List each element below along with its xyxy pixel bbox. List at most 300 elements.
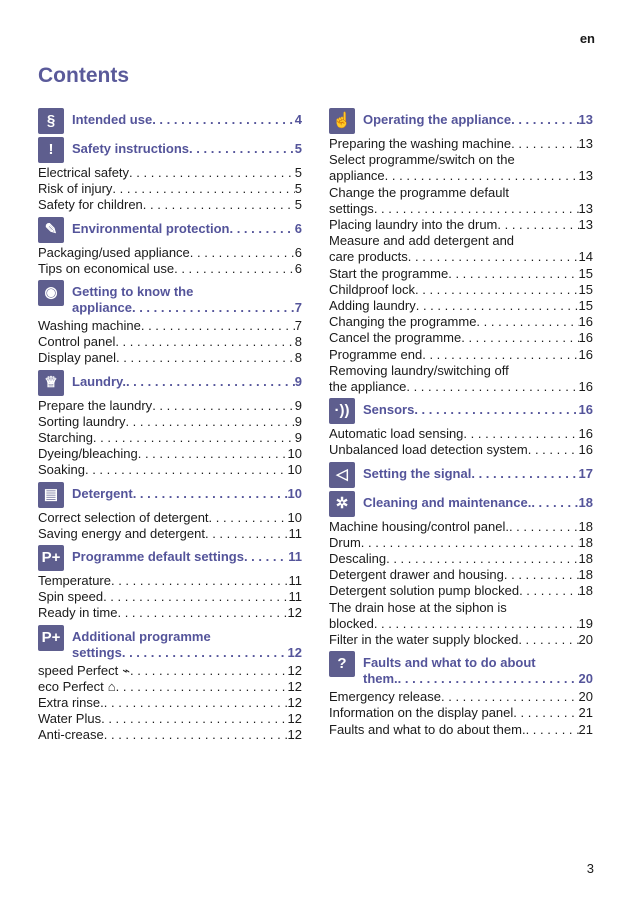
entry-row: [329, 314, 593, 330]
section-title-block: [72, 486, 302, 502]
dot-leader: [104, 695, 288, 711]
entry-row: [38, 245, 302, 261]
dot-leader: [471, 466, 578, 482]
dot-leader: [174, 261, 295, 277]
toc-entry[interactable]: [38, 695, 302, 711]
entry-row: [38, 727, 302, 743]
toc-entry[interactable]: [329, 363, 593, 395]
entry-page: 18: [578, 567, 593, 583]
toc-section: [38, 221, 302, 277]
entry-page: 19: [578, 615, 593, 631]
entry-row: [38, 573, 302, 589]
entry-page: 15: [578, 298, 593, 314]
section-title: Safety instructions: [72, 141, 190, 156]
entry-text: Spin speed: [38, 589, 104, 605]
entry-row: [38, 679, 302, 695]
dot-leader: [531, 495, 578, 511]
dot-leader: [519, 583, 578, 599]
safety-symbol-icon: §: [38, 108, 64, 134]
section-title-line: Additional programme: [72, 628, 211, 644]
entry-row: [329, 519, 593, 535]
section-title-block: [72, 221, 302, 237]
entry-text: Saving energy and detergent: [38, 525, 205, 541]
entry-text: settings: [329, 200, 374, 216]
entry-page: 9: [294, 430, 302, 446]
toc-section: [38, 374, 302, 479]
section-heading[interactable]: [38, 221, 302, 243]
section-title-row: [72, 486, 302, 502]
entry-page: 12: [287, 662, 302, 678]
entry-row: [329, 136, 593, 152]
entry-row: [329, 689, 593, 705]
page-title: Contents: [38, 64, 129, 87]
toc-entry[interactable]: [329, 632, 593, 648]
section-heading[interactable]: [329, 655, 593, 687]
toc-entry[interactable]: [329, 551, 593, 567]
toc-entry[interactable]: [38, 679, 302, 695]
toc-entry[interactable]: [38, 181, 302, 197]
dot-leader: [103, 589, 288, 605]
toc-column-left: [38, 112, 302, 751]
entry-text: Anti-crease: [38, 727, 104, 743]
toc-entry[interactable]: [38, 318, 302, 334]
entry-page: 9: [294, 413, 302, 429]
entry-text: Unbalanced load detection system: [329, 442, 528, 458]
dot-leader: [374, 201, 579, 217]
entry-page: 16: [578, 314, 593, 330]
dot-leader: [112, 181, 294, 197]
toc-section: [38, 284, 302, 367]
entry-row: [329, 168, 593, 184]
section-page: 16: [578, 402, 593, 418]
section-title-row: [72, 112, 302, 128]
entry-text: Machine housing/control panel.: [329, 518, 509, 534]
entry-text: Descaling: [329, 551, 387, 567]
toc-entry[interactable]: [38, 261, 302, 277]
toc-entry[interactable]: [38, 711, 302, 727]
language-label: en: [579, 31, 595, 46]
toc-entry[interactable]: [38, 430, 302, 446]
entry-page: 12: [287, 678, 302, 694]
toc-entry[interactable]: [329, 705, 593, 721]
entry-row: [329, 330, 593, 346]
section-title-row: [363, 466, 593, 482]
section-title-block: [72, 374, 302, 390]
entry-page: 13: [578, 136, 593, 151]
entry-text: blocked: [329, 615, 374, 631]
entry-row: [38, 197, 302, 213]
warning-triangle-icon: !: [38, 137, 64, 163]
toc-entry[interactable]: [329, 136, 593, 152]
dot-leader: [111, 573, 289, 589]
entry-row: [38, 446, 302, 462]
entry-page: 12: [287, 711, 302, 727]
entry-text-line: The drain hose at the siphon is: [329, 599, 507, 615]
entry-page: 12: [287, 695, 302, 711]
section-page: 10: [287, 485, 302, 501]
entry-row: [38, 430, 302, 446]
toc-section: [38, 549, 302, 622]
dot-leader: [125, 414, 294, 430]
entry-page: 18: [578, 518, 593, 534]
entry-row: [38, 350, 302, 366]
toc-section: [329, 655, 593, 738]
section-page: 7: [294, 300, 302, 316]
entry-text: Starching: [38, 430, 93, 446]
section-title-block: [363, 466, 593, 482]
toc-entry[interactable]: [329, 583, 593, 599]
dot-leader: [229, 221, 294, 237]
entry-page: 20: [578, 632, 593, 648]
entry-page: 13: [578, 200, 593, 216]
section-title-row: [363, 402, 593, 418]
entry-text: Sorting laundry: [38, 413, 126, 429]
toc-entry[interactable]: [329, 535, 593, 551]
section-heading[interactable]: [38, 486, 302, 508]
entry-row: [329, 379, 593, 395]
section-title: appliance: [72, 300, 132, 316]
toc-entry[interactable]: [38, 462, 302, 478]
dot-leader: [385, 168, 579, 184]
entry-page: 21: [578, 721, 593, 737]
toc-entry[interactable]: [38, 245, 302, 261]
entry-row: [329, 217, 593, 233]
toc-entry[interactable]: [38, 414, 302, 430]
entry-page: 21: [578, 705, 593, 721]
entry-text: Start the programme: [329, 265, 449, 281]
entry-page: 9: [294, 397, 302, 413]
entry-row: [38, 462, 302, 478]
section-title-row: [72, 645, 302, 661]
entry-text: Electrical safety: [38, 165, 130, 180]
dot-leader: [374, 616, 579, 632]
entry-text: Automatic load sensing: [329, 426, 464, 442]
section-heading[interactable]: [38, 549, 302, 571]
entry-page: 11: [288, 589, 302, 605]
section-title-row: [363, 671, 593, 687]
entry-text: Temperature: [38, 573, 111, 589]
entry-row: [38, 181, 302, 197]
dot-leader: [511, 136, 578, 152]
section-page: 9: [294, 373, 302, 389]
section-heading[interactable]: [38, 284, 302, 316]
toc-entry[interactable]: [329, 314, 593, 330]
section-title-block: [363, 655, 593, 687]
entry-page: 16: [578, 426, 593, 442]
section-title: Operating the appliance: [363, 112, 512, 127]
entry-page: 13: [578, 168, 593, 184]
toc-section: [329, 402, 593, 458]
toc-entry[interactable]: [38, 334, 302, 350]
entry-page: 8: [294, 334, 302, 350]
page-number: 3: [586, 861, 594, 876]
entry-text: Ready in time: [38, 605, 118, 621]
toc-entry[interactable]: [329, 233, 593, 265]
toc-entry[interactable]: [329, 600, 593, 632]
section-title-row: [72, 221, 302, 237]
entry-row: [38, 526, 302, 542]
hand-operate-icon: ☝: [329, 108, 355, 134]
question-icon: ?: [329, 651, 355, 677]
dot-leader: [189, 141, 295, 157]
entry-text: care products: [329, 249, 408, 265]
section-title-row: [72, 300, 302, 316]
dot-leader: [497, 217, 578, 233]
entry-page: 16: [578, 346, 593, 362]
entry-text: Correct selection of detergent: [38, 509, 209, 525]
section-title-block: [72, 629, 302, 661]
entry-page: 10: [287, 462, 302, 478]
entry-text: Cancel the programme: [329, 330, 462, 346]
entry-text-line: Select programme/switch on the: [329, 152, 515, 168]
entry-row: [329, 249, 593, 265]
entry-text: Programme end: [329, 346, 423, 362]
dot-leader: [209, 510, 288, 526]
toc-entry[interactable]: [38, 573, 302, 589]
program-symbol-icon: ⌁: [122, 662, 131, 678]
entry-text: Extra rinse.: [38, 695, 104, 711]
toc-entry[interactable]: [329, 330, 593, 346]
toc-entry[interactable]: [329, 152, 593, 184]
entry-row: [329, 722, 593, 738]
dot-leader: [116, 350, 295, 366]
entry-row: [329, 426, 593, 442]
dot-leader: [476, 314, 578, 330]
toc-entry[interactable]: [38, 446, 302, 462]
entry-page: 6: [294, 260, 302, 276]
entry-page: 15: [578, 265, 593, 281]
entry-text-line: Change the programme default: [329, 184, 509, 200]
toc-entry[interactable]: [38, 165, 302, 181]
entry-row: [329, 567, 593, 583]
section-page: 4: [294, 112, 302, 127]
dot-leader: [504, 567, 579, 583]
section-page: 12: [287, 644, 302, 660]
section-title-block: [363, 112, 593, 128]
entry-row: [329, 583, 593, 599]
entry-row: [38, 695, 302, 711]
toc-entry[interactable]: [38, 197, 302, 213]
dot-leader: [511, 112, 578, 128]
detergent-cup-icon: ▤: [38, 482, 64, 508]
toc-entry[interactable]: [329, 217, 593, 233]
toc-entry[interactable]: [329, 266, 593, 282]
sensor-waves-icon: ·)): [329, 398, 355, 424]
toc-entry[interactable]: [329, 689, 593, 705]
entry-text: Drum: [329, 534, 361, 550]
dot-leader: [116, 679, 288, 695]
entry-text: Tips on economical use: [38, 260, 175, 276]
toc-column-right: [329, 112, 593, 745]
section-title-block: [363, 402, 593, 418]
entry-text: Dyeing/bleaching: [38, 446, 138, 462]
toc-entry[interactable]: [329, 567, 593, 583]
dot-leader: [133, 486, 288, 502]
entry-text: speed Perfect: [38, 662, 119, 678]
toc-entry[interactable]: [38, 589, 302, 605]
dot-leader: [408, 249, 579, 265]
entry-text: Placing laundry into the drum: [329, 217, 498, 233]
section-title: Intended use: [72, 112, 153, 127]
entry-page: 5: [294, 165, 302, 180]
toc-entry[interactable]: [38, 510, 302, 526]
dot-leader: [526, 722, 579, 738]
toc-entry[interactable]: [329, 442, 593, 458]
dot-leader: [461, 330, 578, 346]
dot-leader: [152, 398, 295, 414]
toc-entry[interactable]: [329, 298, 593, 314]
entry-page: 7: [294, 318, 302, 334]
toc-entry[interactable]: [329, 282, 593, 298]
entry-text: Changing the programme: [329, 314, 477, 330]
eye-icon: ◉: [38, 280, 64, 306]
laundry-shirt-icon: ♕: [38, 370, 64, 396]
dot-leader: [104, 727, 288, 743]
entry-text: Detergent solution pump blocked: [329, 583, 520, 599]
section-heading[interactable]: [38, 374, 302, 396]
section-title-row: [72, 549, 302, 565]
dot-leader: [129, 165, 295, 181]
section-title: Cleaning and maintenance.: [363, 494, 532, 510]
entry-text: Packaging/used appliance: [38, 244, 190, 260]
entry-row: [329, 266, 593, 282]
entry-text: Prepare the laundry: [38, 397, 153, 413]
toc-entry[interactable]: [38, 398, 302, 414]
section-title: them.: [363, 671, 398, 687]
toc-entry[interactable]: [329, 347, 593, 363]
entry-page: 16: [578, 330, 593, 346]
entry-text-line: Measure and add detergent and: [329, 233, 515, 249]
section-heading[interactable]: [329, 495, 593, 517]
section-page: 6: [294, 220, 302, 236]
dot-leader: [130, 663, 287, 679]
entry-row: [329, 632, 593, 648]
toc-section: [329, 112, 593, 395]
entry-text: Display panel: [38, 350, 117, 366]
entry-page: 18: [578, 534, 593, 550]
entry-row: [38, 414, 302, 430]
toc-entry[interactable]: [38, 727, 302, 743]
section-title-block: [363, 495, 593, 511]
section-title: Laundry.: [72, 373, 126, 389]
entry-text-line: Removing laundry/switching off: [329, 362, 509, 378]
entry-text: Control panel: [38, 334, 116, 350]
dot-leader: [416, 298, 579, 314]
cleaning-sparkle-icon: ✲: [329, 491, 355, 517]
entry-text: Safety for children: [38, 197, 143, 213]
entry-text: Filter in the water supply blocked: [329, 632, 519, 648]
entry-page: 6: [294, 244, 302, 260]
section-title-row: [363, 112, 593, 128]
entry-text: Soaking: [38, 462, 85, 478]
section-heading[interactable]: [38, 112, 302, 134]
entry-row: [38, 398, 302, 414]
section-title: Setting the signal: [363, 465, 472, 481]
section-heading[interactable]: [329, 112, 593, 134]
entry-page: 11: [288, 573, 302, 589]
section-title-block: [72, 141, 302, 157]
section-heading[interactable]: [329, 402, 593, 424]
dot-leader: [141, 318, 295, 334]
section-title-block: [72, 284, 302, 316]
entry-row: [329, 705, 593, 721]
section-page: 13: [578, 112, 593, 127]
section-heading[interactable]: [329, 466, 593, 488]
toc-section: [38, 112, 302, 134]
entry-text: Emergency release: [329, 689, 441, 705]
dot-leader: [190, 245, 295, 261]
toc-entry[interactable]: [38, 605, 302, 621]
section-title-line: Faults and what to do about: [363, 655, 536, 671]
entry-page: 12: [287, 727, 302, 743]
section-heading[interactable]: [38, 141, 302, 163]
toc-entry[interactable]: [38, 526, 302, 542]
entry-text: Detergent drawer and housing: [329, 567, 504, 583]
dot-leader: [509, 519, 579, 535]
toc-entry[interactable]: [38, 350, 302, 366]
dot-leader: [528, 442, 579, 458]
dot-leader: [126, 374, 295, 390]
entry-page: 20: [578, 689, 593, 705]
entry-page: 10: [287, 446, 302, 462]
section-title-row: [363, 495, 593, 511]
entry-page: 15: [578, 281, 593, 297]
entry-page: 12: [287, 605, 302, 621]
toc-entry[interactable]: [329, 722, 593, 738]
dot-leader: [93, 430, 295, 446]
section-heading[interactable]: [38, 629, 302, 661]
entry-row: [38, 334, 302, 350]
toc-section: [38, 486, 302, 542]
entry-row: [38, 663, 302, 679]
entry-page: 5: [294, 181, 302, 197]
entry-page: 16: [578, 442, 593, 458]
entry-row: [329, 201, 593, 217]
dot-leader: [422, 347, 578, 363]
toc-section: [329, 495, 593, 649]
toc-entry[interactable]: [329, 185, 593, 217]
entry-page: 18: [578, 583, 593, 599]
dot-leader: [441, 689, 579, 705]
toc-entry[interactable]: [38, 663, 302, 679]
toc-entry[interactable]: [329, 426, 593, 442]
entry-row: [38, 510, 302, 526]
entry-text: Risk of injury: [38, 181, 113, 197]
section-title: Detergent: [72, 485, 133, 501]
dot-leader: [85, 462, 288, 478]
toc-entry[interactable]: [329, 519, 593, 535]
leaf-icon: ✎: [38, 217, 64, 243]
entry-page: 14: [578, 249, 593, 265]
section-page: 18: [578, 494, 593, 510]
entry-row: [329, 347, 593, 363]
dot-leader: [138, 446, 288, 462]
entry-text: Water Plus: [38, 711, 102, 727]
entry-page: 10: [287, 509, 302, 525]
dot-leader: [398, 671, 579, 687]
speaker-icon: ◁: [329, 462, 355, 488]
section-title-row: [72, 374, 302, 390]
section-page: 11: [288, 549, 302, 565]
entry-row: [38, 711, 302, 727]
entry-page: 8: [294, 350, 302, 366]
toc-section: [38, 141, 302, 214]
dot-leader: [361, 535, 579, 551]
p-plus-plus-icon: P+: [38, 625, 64, 651]
section-title: Environmental protection: [72, 220, 230, 236]
dot-leader: [205, 526, 289, 542]
dot-leader: [101, 711, 287, 727]
